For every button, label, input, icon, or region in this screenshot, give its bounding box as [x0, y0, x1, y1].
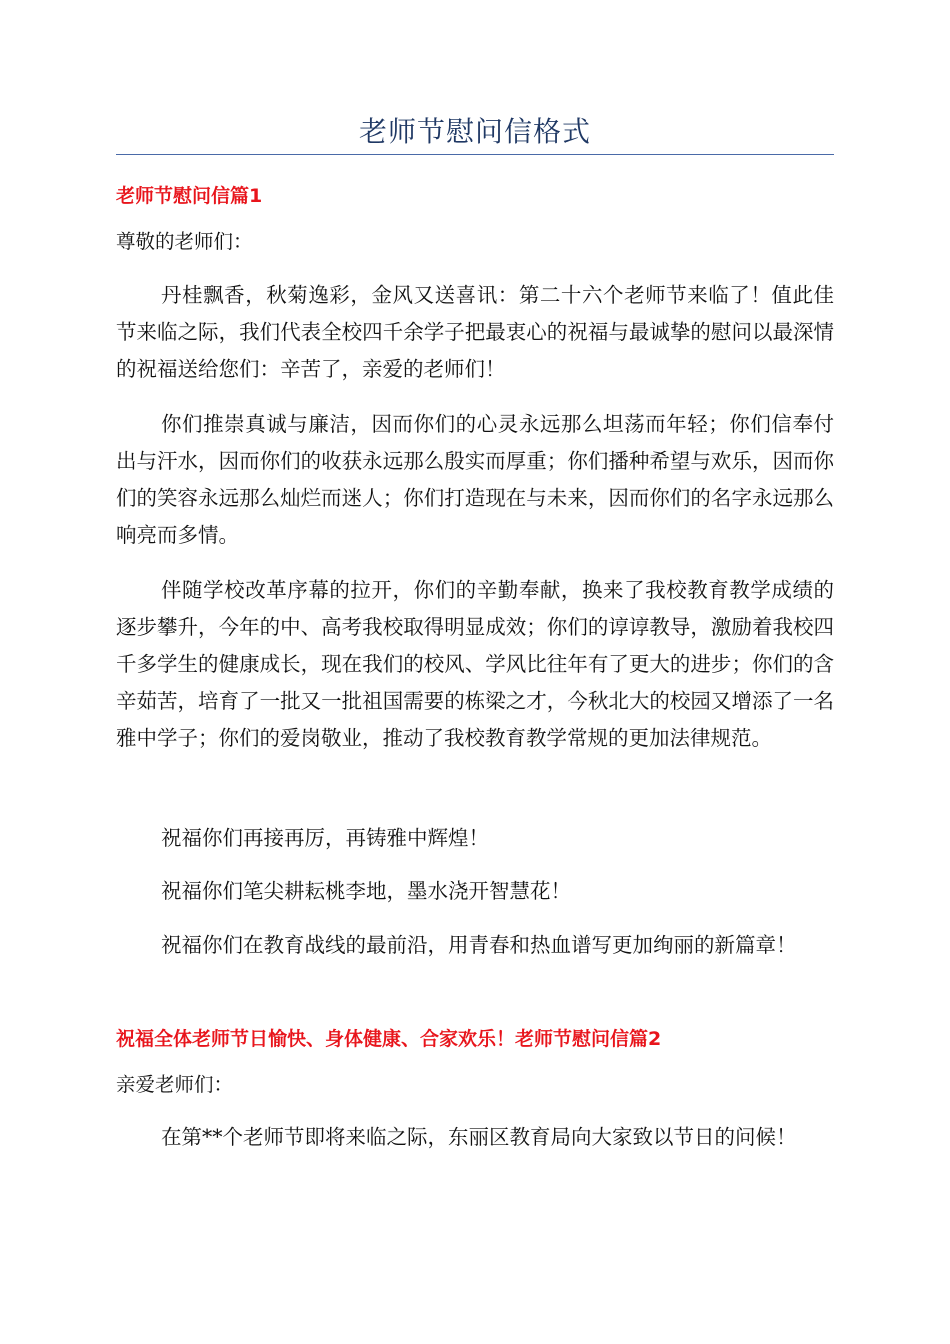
paragraph: 丹桂飘香，秋菊逸彩，金风又送喜讯：第二十六个老师节来临了！值此佳节来临之际，我们代表全校四千余学子把最衷心的祝福与最诚挚的慰问以最深情的祝福送给您们：辛苦了，亲爱的老师们！	[116, 283, 834, 381]
paragraph: 伴随学校改革序幕的拉开，你们的辛勤奉献，换来了我校教育教学成绩的逐步攀升，今年的中、高考我校取得明显成效；你们的谆谆教导，激励着我校四千多学生的健康成长，现在我们的校风、学风比往年有了更大的进步；你们的含辛茹苦，培育了一批又一批祖国需要的栋梁之才，今秋北大的校园又增添了一名雅中学子；你们的爱岗敬业，推动了我校教育教学常规的更加法律规范。	[116, 578, 834, 750]
document-title: 老师节慰问信格式	[358, 115, 591, 148]
section-heading-1: 老师节慰问信篇1	[116, 185, 263, 207]
paragraph: 祝福你们在教育战线的最前沿，用青春和热血谱写更加绚丽的新篇章！	[161, 933, 797, 957]
salutation-1: 尊敬的老师们：	[116, 230, 253, 253]
paragraph: 你们推崇真诚与廉洁，因而你们的心灵永远那么坦荡而年轻；你们信奉付出与汗水，因而你们的收获永远那么殷实而厚重；你们播种希望与欢乐，因而你们的笑容永远那么灿烂而迷人；你们打造现在与未来，因而你们的名字永远那么响亮而多情。	[116, 412, 834, 547]
paragraph: 在第**个老师节即将来临之际，东丽区教育局向大家致以节日的问候！	[161, 1125, 797, 1149]
title-underline	[116, 154, 834, 155]
salutation-2: 亲爱老师们：	[116, 1073, 234, 1096]
paragraph: 祝福你们笔尖耕耘桃李地，墨水浇开智慧花！	[161, 879, 571, 903]
paragraph: 祝福你们再接再厉，再铸雅中辉煌！	[161, 826, 489, 850]
section-heading-2: 祝福全体老师节日愉快、身体健康、合家欢乐！老师节慰问信篇2	[116, 1028, 662, 1050]
